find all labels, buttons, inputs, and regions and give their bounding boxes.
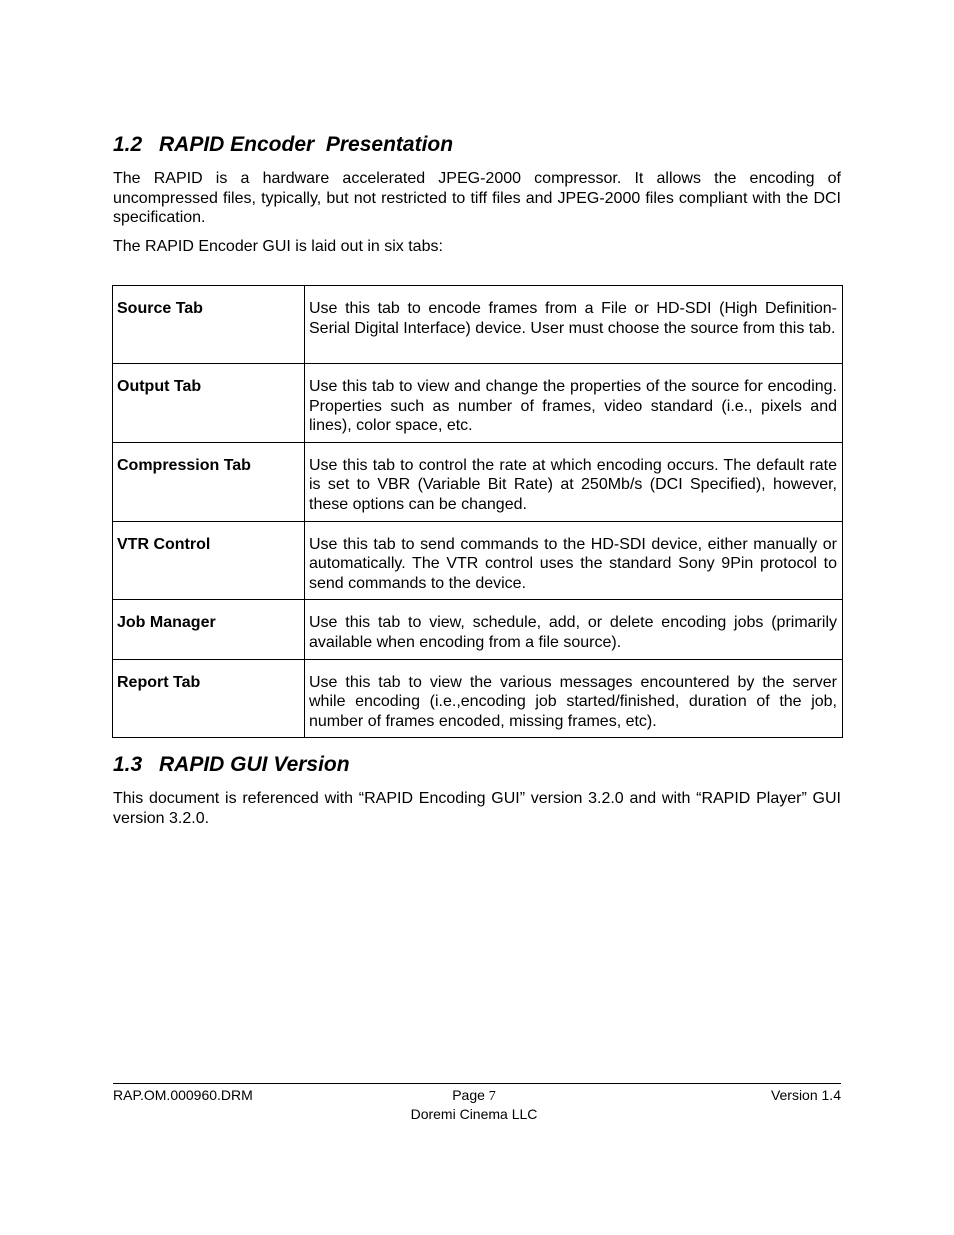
- section-title: RAPID Encoder Presentation: [159, 133, 454, 156]
- table-row: [113, 364, 843, 443]
- section-title: RAPID GUI Version: [159, 753, 350, 776]
- footer-divider: [113, 1083, 841, 1084]
- tab-description-cell: Use this tab to view and change the properties of the source for encoding. Properties such as number of frames, video standard (i.e., pixels and lines), color space, etc.: [305, 364, 843, 443]
- footer-version: Version 1.4: [770, 1087, 841, 1103]
- tab-description-cell: Use this tab to encode frames from a File or HD-SDI (High Definition-Serial Digital Interface) device. User must choose the source from this tab.: [305, 286, 843, 364]
- table-row: [113, 600, 843, 659]
- intro-paragraph: The RAPID is a hardware accelerated JPEG-2000 compressor. It allows the encoding of uncompressed files, typically, but not restricted to tiff files and JPEG-2000 files compliant with the DCI specification.: [113, 170, 841, 227]
- section-number: 1.3: [113, 753, 143, 776]
- tab-name-cell: Report Tab: [113, 659, 305, 738]
- tab-name-cell: Source Tab: [113, 286, 305, 364]
- tab-description-cell: Use this tab to control the rate at which encoding occurs. The default rate is set to VBR (Variable Bit Rate) at 250Mb/s (DCI Specified), however, these options can be changed.: [305, 442, 843, 521]
- table-row: [113, 521, 843, 600]
- footer-company: Doremi Cinema LLC: [410, 1106, 538, 1122]
- tab-description-cell: Use this tab to view, schedule, add, or delete encoding jobs (primarily available when encoding from a file source).: [305, 600, 843, 659]
- footer-page-label: Page: [452, 1087, 485, 1103]
- table-row: [113, 442, 843, 521]
- tab-name-cell: Output Tab: [113, 364, 305, 443]
- tabs-table: [112, 285, 843, 738]
- tab-description-cell: Use this tab to send commands to the HD-SDI device, either manually or automatically. The VTR control uses the standard Sony 9Pin protocol to send commands to the device.: [305, 521, 843, 600]
- table-row: [113, 286, 843, 364]
- section-number: 1.2: [113, 133, 143, 156]
- footer-doc-id: RAP.OM.000960.DRM: [113, 1087, 253, 1103]
- table-row: [113, 659, 843, 738]
- section-heading-1-3: [113, 753, 350, 777]
- tab-name-cell: Job Manager: [113, 600, 305, 659]
- tab-name-cell: VTR Control: [113, 521, 305, 600]
- footer-page: [440, 1086, 508, 1106]
- version-paragraph: This document is referenced with “RAPID Encoding GUI” version 3.2.0 and with “RAPID Player” GUI version 3.2.0.: [113, 790, 841, 827]
- tab-description-cell: Use this tab to view the various messages encountered by the server while encoding (i.e.,encoding job started/finished, duration of the job, number of frames encoded, missing frames, etc).: [305, 659, 843, 738]
- footer-page-number: 7: [488, 1089, 496, 1104]
- tabs-intro-paragraph: The RAPID Encoder GUI is laid out in six tabs:: [113, 238, 443, 255]
- tab-name-cell: Compression Tab: [113, 442, 305, 521]
- section-heading-1-2: [113, 133, 453, 157]
